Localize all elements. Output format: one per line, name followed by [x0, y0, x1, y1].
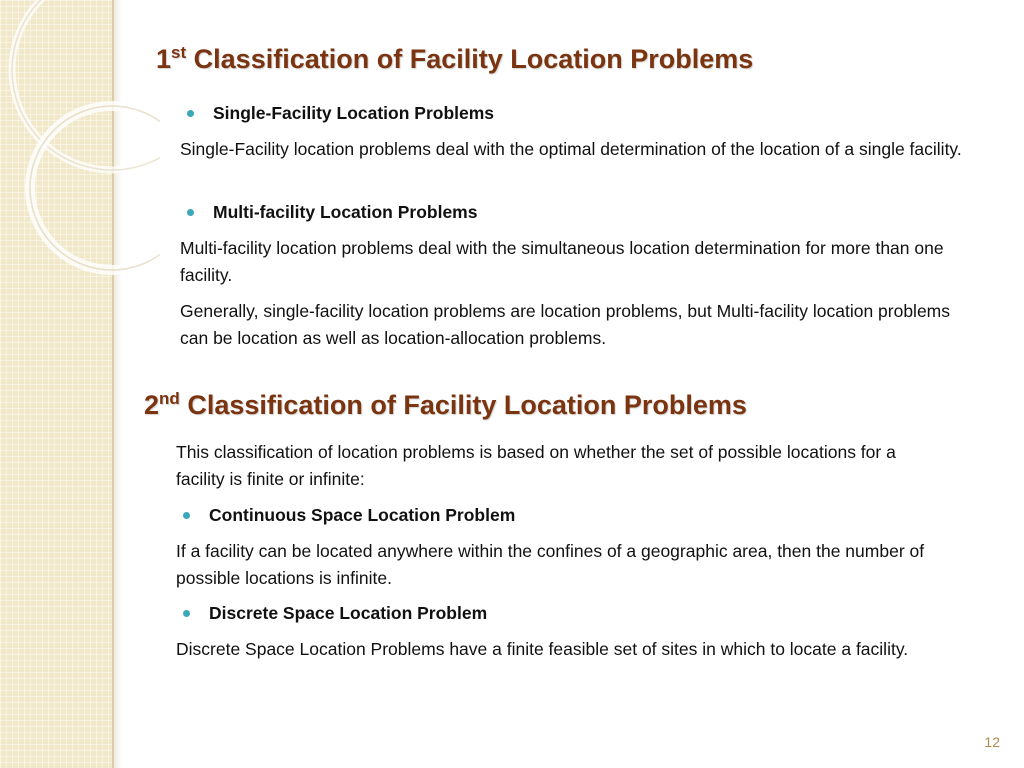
bullet-dot-icon — [187, 209, 194, 216]
bullet-title: Continuous Space Location Problem — [209, 505, 516, 525]
paragraph-classification-intro: This classification of location problems is based on whether the set of possible locations for a facility is finite or infinite: — [176, 442, 896, 489]
bullet-single-facility — [213, 101, 494, 125]
bullet-title: Multi-facility Location Problems — [213, 202, 478, 222]
decorative-rings-icon — [0, 0, 160, 280]
paragraph-discrete-space: Discrete Space Location Problems have a finite feasible set of sites in which to locate a facility. — [176, 639, 909, 659]
paragraph-continuous-space: If a facility can be located anywhere within the confines of a geographic area, then the number of possible locations is infinite. — [176, 541, 925, 588]
heading-second-classification — [144, 388, 747, 422]
heading-2-text: Classification of Facility Location Problems — [179, 390, 747, 420]
page-number: 12 — [984, 734, 1000, 750]
bullet-discrete-space — [209, 601, 487, 625]
heading-2-number: 2 — [144, 390, 160, 420]
bullet-multi-facility — [213, 200, 477, 224]
heading-1-ordinal: st — [171, 43, 187, 62]
heading-first-classification — [156, 42, 753, 76]
bullet-title: Single-Facility Location Problems — [213, 103, 495, 123]
heading-1-text: Classification of Facility Location Problems — [186, 44, 754, 74]
paragraph-multi-facility: Multi-facility location problems deal with the simultaneous location determination for more than one facility. — [180, 238, 944, 285]
paragraph-single-facility: Single-Facility location problems deal with the optimal determination of the location of a single facility. — [180, 139, 962, 159]
heading-1-number: 1 — [156, 44, 172, 74]
bullet-continuous-space — [209, 503, 515, 527]
bullet-dot-icon — [183, 610, 190, 617]
bullet-title: Discrete Space Location Problem — [209, 603, 488, 623]
bullet-dot-icon — [187, 110, 194, 117]
paragraph-general-note: Generally, single-facility location problems are location problems, but Multi-facility location problems can be location as well as location-allocation problems. — [180, 301, 951, 348]
bullet-dot-icon — [183, 512, 190, 519]
heading-2-ordinal: nd — [159, 389, 180, 408]
